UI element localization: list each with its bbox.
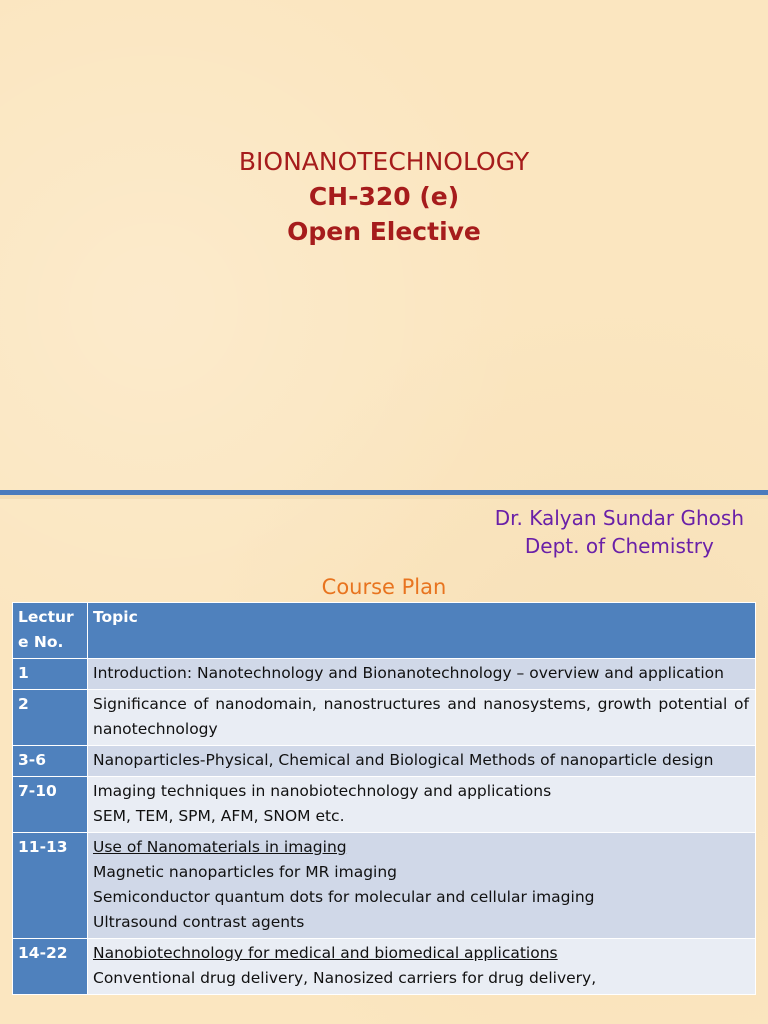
course-type: Open Elective bbox=[287, 217, 481, 246]
table-row bbox=[13, 939, 756, 995]
course-plan-table bbox=[12, 602, 756, 995]
topic-cell bbox=[88, 939, 756, 995]
header-topic: Topic bbox=[88, 603, 756, 659]
course-code: CH-320 (e) bbox=[308, 182, 460, 211]
lecture-no: 1 bbox=[13, 659, 88, 690]
topic-cell bbox=[88, 659, 756, 690]
topic-cell bbox=[88, 777, 756, 833]
course-plan-heading: Course Plan bbox=[321, 575, 447, 599]
table-header-row bbox=[13, 603, 756, 659]
author-name: Dr. Kalyan Sundar Ghosh bbox=[494, 506, 744, 530]
topic-line: Semiconductor quantum dots for molecular and cellular imaging bbox=[93, 888, 595, 906]
title-slide bbox=[0, 0, 768, 490]
table-row bbox=[13, 833, 756, 939]
author-department: Dept. of Chemistry bbox=[524, 534, 714, 558]
table-row bbox=[13, 690, 756, 746]
topic-heading: Use of Nanomaterials in imaging bbox=[93, 838, 347, 856]
topic-line: Magnetic nanoparticles for MR imaging bbox=[93, 863, 398, 881]
lecture-no: 11-13 bbox=[13, 833, 88, 939]
slide-divider-gap bbox=[0, 495, 768, 499]
lecture-no: 3-6 bbox=[13, 746, 88, 777]
topic-line: Ultrasound contrast agents bbox=[93, 913, 305, 931]
header-lecture-no: Lectur e No. bbox=[13, 603, 88, 659]
lecture-no: 2 bbox=[13, 690, 88, 746]
topic-cell bbox=[88, 833, 756, 939]
course-title: BIONANOTECHNOLOGY bbox=[238, 147, 530, 176]
topic-line: Nanoparticles-Physical, Chemical and Biological Methods of nanoparticle design bbox=[93, 751, 714, 769]
topic-cell bbox=[88, 746, 756, 777]
topic-line: Significance of nanodomain, nanostructures and nanosystems, growth potential of nanotechnology bbox=[93, 695, 749, 738]
table-row bbox=[13, 746, 756, 777]
lecture-no: 7-10 bbox=[13, 777, 88, 833]
title-block bbox=[0, 144, 768, 249]
topic-line: SEM, TEM, SPM, AFM, SNOM etc. bbox=[93, 807, 345, 825]
topic-cell bbox=[88, 690, 756, 746]
lecture-no: 14-22 bbox=[13, 939, 88, 995]
table-row bbox=[13, 659, 756, 690]
author-block bbox=[495, 504, 744, 560]
topic-line: Imaging techniques in nanobiotechnology and applications bbox=[93, 782, 552, 800]
table-row bbox=[13, 777, 756, 833]
topic-line: Introduction: Nanotechnology and Bionanotechnology – overview and application bbox=[93, 664, 724, 682]
topic-heading: Nanobiotechnology for medical and biomedical applications bbox=[93, 944, 558, 962]
topic-line: Conventional drug delivery, Nanosized carriers for drug delivery, bbox=[93, 969, 597, 987]
